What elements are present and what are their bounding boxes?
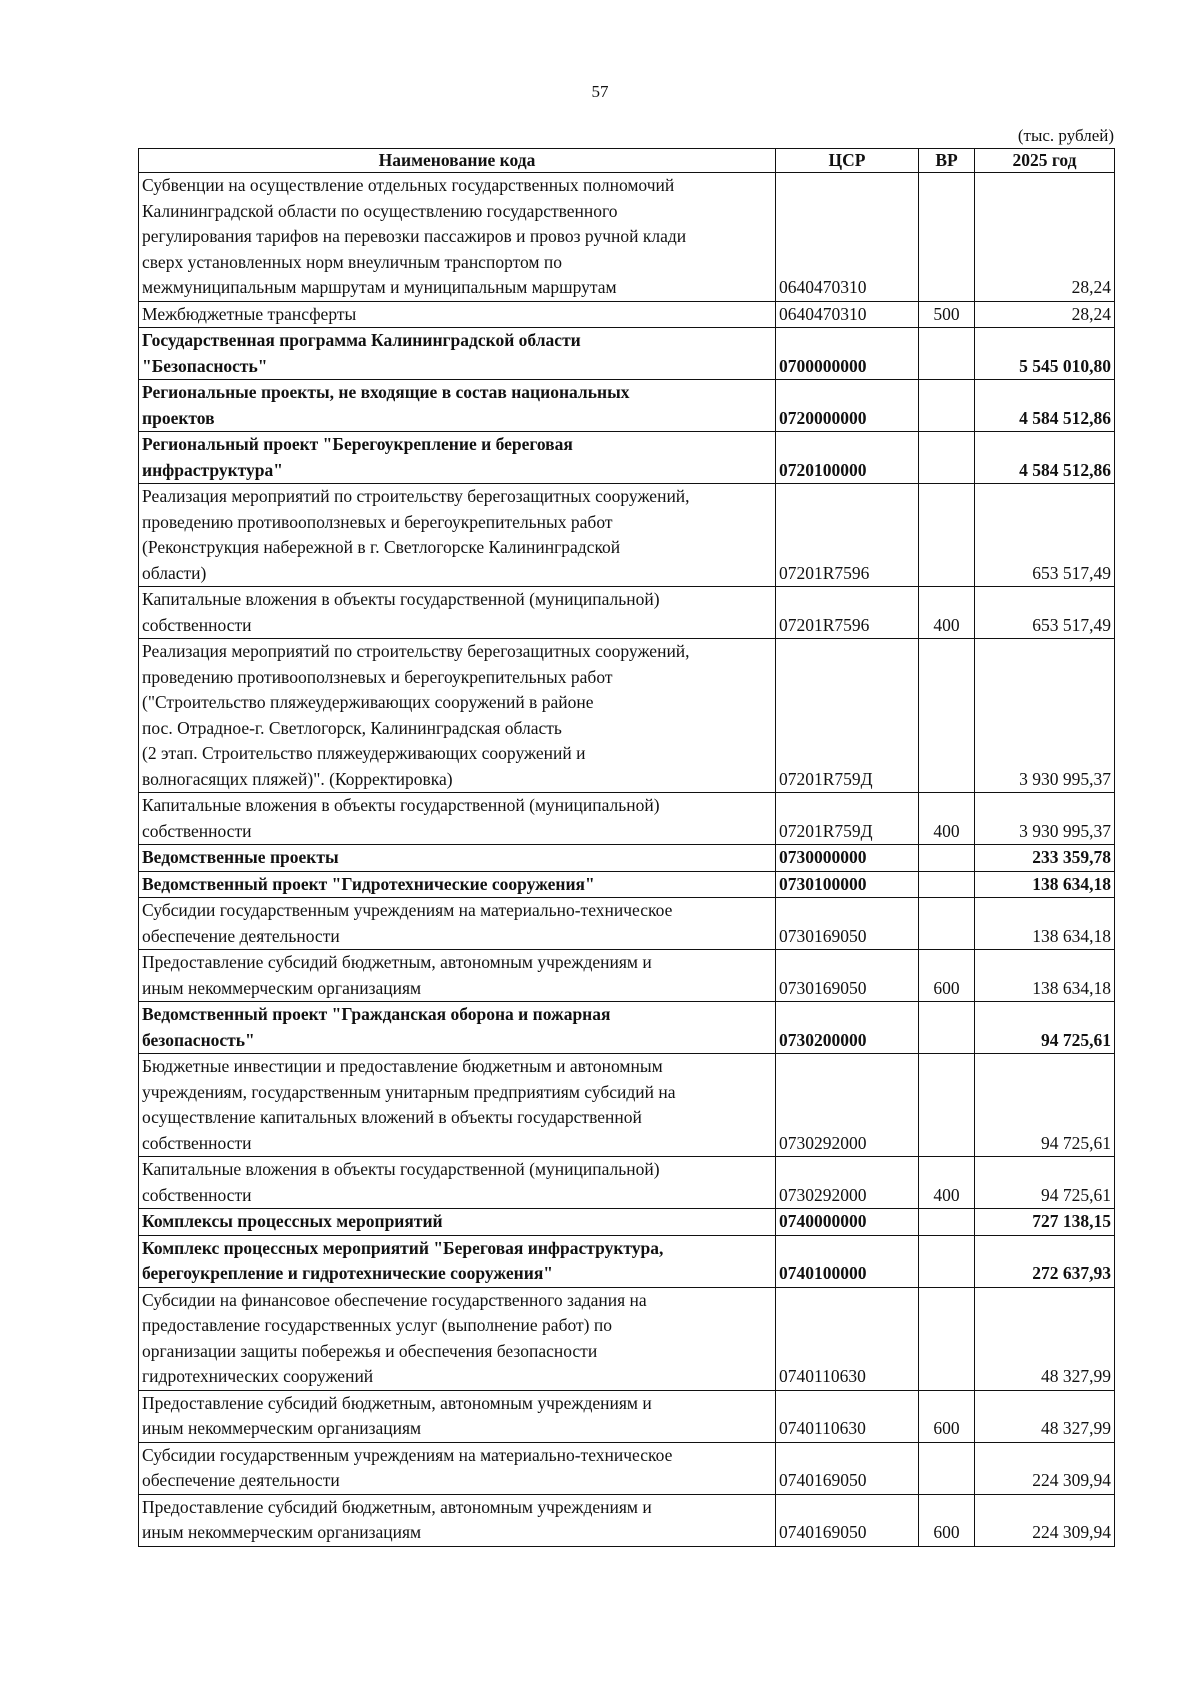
cell-name: Региональный проект "Берегоукрепление и береговая инфраструктура" xyxy=(139,432,776,484)
cell-vr: 400 xyxy=(919,793,975,845)
table-row xyxy=(139,639,1115,793)
cell-name: Региональные проекты, не входящие в состав национальных проектов xyxy=(139,380,776,432)
cell-amount: 4 584 512,86 xyxy=(975,380,1115,432)
cell-vr xyxy=(919,1002,975,1054)
cell-csr: 0730000000 xyxy=(776,845,919,872)
cell-name: Ведомственный проект "Гидротехнические сооружения" xyxy=(139,871,776,898)
table-row xyxy=(139,845,1115,872)
cell-amount: 28,24 xyxy=(975,301,1115,328)
page-number: 57 xyxy=(591,82,609,101)
cell-csr: 07201R7596 xyxy=(776,587,919,639)
cell-csr: 0640470310 xyxy=(776,173,919,302)
cell-name: Субсидии государственным учреждениям на материально-техническое обеспечение деятельности xyxy=(139,1442,776,1494)
table-row xyxy=(139,432,1115,484)
cell-csr: 0740110630 xyxy=(776,1287,919,1390)
cell-name: Реализация мероприятий по строительству берегозащитных сооружений, проведению противооползневых и берегоукрепительных работ ("Строительство пляжеудерживающих сооружений в районе пос. Отрадное-г. Светлогорск, Калининградская область (2 этап. Строительство пляжеудерживающих сооружений и волногасящих пляжей)". (Корректировка) xyxy=(139,639,776,793)
cell-name: Реализация мероприятий по строительству берегозащитных сооружений, проведению противооползневых и берегоукрепительных работ (Реконструкция набережной в г. Светлогорске Калининградской области) xyxy=(139,484,776,587)
table-row xyxy=(139,1390,1115,1442)
table-row xyxy=(139,173,1115,302)
cell-name: Капитальные вложения в объекты государственной (муниципальной) собственности xyxy=(139,1157,776,1209)
cell-name: Бюджетные инвестиции и предоставление бюджетным и автономным учреждениям, государственным унитарным предприятиям субсидий на осуществление капитальных вложений в объекты государственной собственности xyxy=(139,1054,776,1157)
table-row xyxy=(139,587,1115,639)
table-row xyxy=(139,484,1115,587)
cell-amount: 94 725,61 xyxy=(975,1054,1115,1157)
cell-amount: 272 637,93 xyxy=(975,1235,1115,1287)
cell-vr xyxy=(919,1054,975,1157)
cell-csr: 07201R759Д xyxy=(776,793,919,845)
cell-amount: 233 359,78 xyxy=(975,845,1115,872)
cell-amount: 28,24 xyxy=(975,173,1115,302)
cell-csr: 0700000000 xyxy=(776,328,919,380)
cell-amount: 48 327,99 xyxy=(975,1287,1115,1390)
cell-vr: 600 xyxy=(919,1494,975,1546)
cell-vr xyxy=(919,898,975,950)
cell-vr xyxy=(919,380,975,432)
cell-csr: 0730200000 xyxy=(776,1002,919,1054)
cell-name: Межбюджетные трансферты xyxy=(139,301,776,328)
cell-csr: 07201R7596 xyxy=(776,484,919,587)
header-year: 2025 год xyxy=(975,149,1115,173)
cell-vr xyxy=(919,484,975,587)
cell-name: Капитальные вложения в объекты государственной (муниципальной) собственности xyxy=(139,587,776,639)
cell-csr: 0730292000 xyxy=(776,1157,919,1209)
header-csr: ЦСР xyxy=(776,149,919,173)
table-row xyxy=(139,871,1115,898)
cell-amount: 727 138,15 xyxy=(975,1209,1115,1236)
table-row xyxy=(139,793,1115,845)
cell-vr: 600 xyxy=(919,950,975,1002)
cell-vr xyxy=(919,173,975,302)
cell-amount: 94 725,61 xyxy=(975,1002,1115,1054)
cell-name: Предоставление субсидий бюджетным, автономным учреждениям и иным некоммерческим организациям xyxy=(139,1390,776,1442)
cell-amount: 94 725,61 xyxy=(975,1157,1115,1209)
header-vr: ВР xyxy=(919,149,975,173)
cell-vr xyxy=(919,1442,975,1494)
cell-amount: 224 309,94 xyxy=(975,1442,1115,1494)
table-row xyxy=(139,1235,1115,1287)
cell-name: Ведомственные проекты xyxy=(139,845,776,872)
cell-csr: 0740000000 xyxy=(776,1209,919,1236)
cell-name: Предоставление субсидий бюджетным, автономным учреждениям и иным некоммерческим организациям xyxy=(139,1494,776,1546)
cell-name: Предоставление субсидий бюджетным, автономным учреждениям и иным некоммерческим организациям xyxy=(139,950,776,1002)
cell-vr xyxy=(919,328,975,380)
table-row xyxy=(139,1002,1115,1054)
cell-vr xyxy=(919,1287,975,1390)
cell-csr: 0740169050 xyxy=(776,1442,919,1494)
cell-amount: 48 327,99 xyxy=(975,1390,1115,1442)
cell-name: Ведомственный проект "Гражданская оборона и пожарная безопасность" xyxy=(139,1002,776,1054)
cell-csr: 0640470310 xyxy=(776,301,919,328)
header-name: Наименование кода xyxy=(139,149,776,173)
cell-vr xyxy=(919,639,975,793)
table-row xyxy=(139,1209,1115,1236)
cell-csr: 07201R759Д xyxy=(776,639,919,793)
cell-amount: 224 309,94 xyxy=(975,1494,1115,1546)
table-row xyxy=(139,950,1115,1002)
units-label: (тыс. рублей) xyxy=(1017,126,1114,145)
cell-csr: 0740100000 xyxy=(776,1235,919,1287)
cell-vr xyxy=(919,845,975,872)
budget-table xyxy=(138,148,1115,1547)
table-body xyxy=(139,173,1115,1547)
cell-name: Капитальные вложения в объекты государственной (муниципальной) собственности xyxy=(139,793,776,845)
table-row xyxy=(139,380,1115,432)
cell-csr: 0730292000 xyxy=(776,1054,919,1157)
cell-name: Субсидии на финансовое обеспечение государственного задания на предоставление государственных услуг (выполнение работ) по организации защиты побережья и обеспечения безопасности гидротехнических сооружений xyxy=(139,1287,776,1390)
cell-vr xyxy=(919,432,975,484)
cell-name: Комплекс процессных мероприятий "Береговая инфраструктура, берегоукрепление и гидротехнические сооружения" xyxy=(139,1235,776,1287)
cell-csr: 0740169050 xyxy=(776,1494,919,1546)
cell-name: Государственная программа Калининградской области "Безопасность" xyxy=(139,328,776,380)
cell-amount: 4 584 512,86 xyxy=(975,432,1115,484)
table-row xyxy=(139,1054,1115,1157)
cell-name: Субсидии государственным учреждениям на материально-техническое обеспечение деятельности xyxy=(139,898,776,950)
cell-vr: 600 xyxy=(919,1390,975,1442)
cell-vr: 400 xyxy=(919,587,975,639)
table-row xyxy=(139,328,1115,380)
cell-amount: 138 634,18 xyxy=(975,898,1115,950)
table-row xyxy=(139,301,1115,328)
cell-vr xyxy=(919,1209,975,1236)
cell-amount: 653 517,49 xyxy=(975,587,1115,639)
cell-csr: 0720100000 xyxy=(776,432,919,484)
cell-amount: 138 634,18 xyxy=(975,950,1115,1002)
cell-name: Комплексы процессных мероприятий xyxy=(139,1209,776,1236)
cell-amount: 5 545 010,80 xyxy=(975,328,1115,380)
table-header-row xyxy=(139,149,1115,173)
cell-vr xyxy=(919,1235,975,1287)
cell-vr: 500 xyxy=(919,301,975,328)
cell-vr xyxy=(919,871,975,898)
cell-amount: 138 634,18 xyxy=(975,871,1115,898)
cell-csr: 0730169050 xyxy=(776,898,919,950)
table-row xyxy=(139,1157,1115,1209)
cell-csr: 0730100000 xyxy=(776,871,919,898)
cell-amount: 653 517,49 xyxy=(975,484,1115,587)
cell-csr: 0730169050 xyxy=(776,950,919,1002)
table-row xyxy=(139,1494,1115,1546)
table-row xyxy=(139,898,1115,950)
cell-name: Субвенции на осуществление отдельных государственных полномочий Калининградской области по осуществлению государственного регулирования тарифов на перевозки пассажиров и провоз ручной клади сверх установленных норм внеуличным транспортом по межмуниципальным маршрутам и муниципальным маршрутам xyxy=(139,173,776,302)
table-row xyxy=(139,1287,1115,1390)
cell-vr: 400 xyxy=(919,1157,975,1209)
cell-amount: 3 930 995,37 xyxy=(975,793,1115,845)
cell-csr: 0720000000 xyxy=(776,380,919,432)
table-row xyxy=(139,1442,1115,1494)
cell-csr: 0740110630 xyxy=(776,1390,919,1442)
cell-amount: 3 930 995,37 xyxy=(975,639,1115,793)
